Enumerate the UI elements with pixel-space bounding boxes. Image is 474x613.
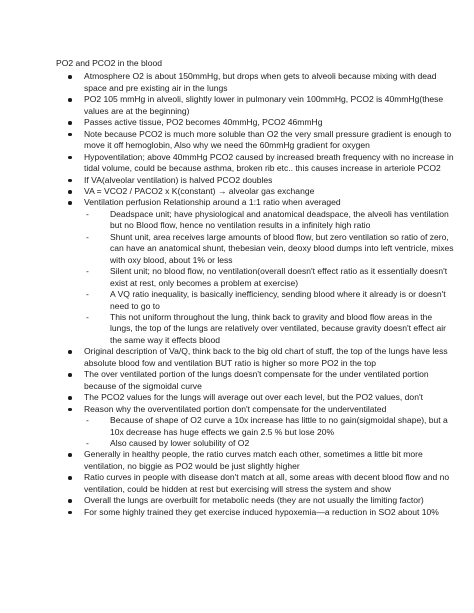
sub-bullet-item: - A VQ ratio inequality, is basically inefficiency, sending blood where it already is or doesn't need to go to	[84, 289, 454, 312]
bullet-text: Ratio curves in people with disease don't match at all, some areas with decent blood flow and no ventilation, could be hidden at rest but exercising will stress the system and show	[84, 472, 450, 494]
bullet-item	[56, 472, 454, 495]
bullet-text: Reason why the overventilated portion don't compensate for the underventilated	[84, 403, 387, 414]
bullet-item	[56, 197, 454, 346]
bullet-text: Original description of Va/Q, think back to the big old chart of stuff, the top of the lungs have less absolute blood fow and ventilation BUT ratio is higher so more PO2 in the top	[84, 346, 448, 368]
bullet-item	[56, 404, 454, 450]
sub-bullet-item: - Because of shape of O2 curve a 10x increase has little to no gain(sigmoidal shape), but a 10x decrease has huge effects we gain 2.5 % but lose 20%	[84, 415, 454, 438]
bullet-text: For some highly trained they get exercise induced hypoxemia—a reduction in SO2 about 10%	[84, 506, 439, 517]
bullet-text: Passes active tissue, PO2 becomes 40mmHg, PCO2 46mmHg	[84, 117, 323, 128]
bullet-text: Hypoventilation; above 40mmHg PCO2 caused by increased breath frequency with no increase in tidal volume, could be because asthma, broken rib etc.. this causes increase in arteriole PCO2	[84, 151, 454, 174]
bullet-text: Note because PCO2 is much more soluble than O2 the very small pressure gradient is enough to move it off hemoglobin, Also why we need the 60mmHg gradient for oxygen	[84, 128, 452, 151]
notes-title: PO2 and PCO2 in the blood	[56, 58, 162, 68]
bullet-text: Ventilation perfusion Relationship around a 1:1 ratio when averaged	[84, 197, 341, 208]
bullet-item	[56, 94, 454, 117]
notes-bullet-list	[56, 71, 454, 518]
bullet-text: The over ventilated portion of the lungs doesn't compensate for the under ventilated portion because of the sigmoidal curve	[84, 369, 429, 391]
sub-bullet-item: - Also caused by lower solubility of O2	[84, 438, 454, 449]
sub-bullet-list	[84, 415, 454, 449]
bullet-item	[56, 175, 454, 186]
bullet-item	[56, 495, 454, 506]
bullet-item	[56, 449, 454, 472]
sub-bullet-list	[84, 209, 454, 346]
bullet-item	[56, 129, 454, 152]
bullet-text: Atmosphere O2 is about 150mmHg, but drops when gets to alveoli because mixing with dead space and pre existing air in the lungs	[84, 71, 437, 93]
sub-bullet-item: - Silent unit; no blood flow, no ventilation(overall doesn't effect ratio as it essentially doesn't exist at rest, only becomes a problem at exercise)	[84, 266, 454, 289]
bullet-item	[56, 186, 454, 197]
sub-bullet-item: - Shunt unit, area receives large amounts of blood flow, but zero ventilation so ratio of zero, can have an anatomical shunt, thebesian vein, deoxy blood dumps into left ventricle, mixes with oxy blood, about 1% or less	[84, 232, 454, 266]
sub-bullet-item: - Deadspace unit; have physiological and anatomical deadspace, the alveoli has ventilation but no Blood flow, hence no ventilation results in a infinitely high ratio	[84, 209, 454, 232]
bullet-item	[56, 392, 454, 403]
bullet-item	[56, 507, 454, 518]
bullet-item	[56, 346, 454, 369]
bullet-item	[56, 152, 454, 175]
bullet-text: Overall the lungs are overbuilt for metabolic needs (they are not usually the limiting factor)	[84, 495, 424, 506]
sub-bullet-item: - This not uniform throughout the lung, think back to gravity and blood flow areas in the lungs, the top of the lungs are relatively over ventilated, because gravity doesn't effect air the same way it effects blood	[84, 312, 454, 346]
bullet-text: The PCO2 values for the lungs will average out over each level, but the PO2 values, don't	[84, 392, 423, 403]
bullet-item	[56, 369, 454, 392]
bullet-item	[56, 71, 454, 94]
bullet-text: If VA(alveolar ventilation) is halved PCO2 doubles	[84, 174, 273, 185]
bullet-text: Generally in healthy people, the ratio curves match each other, sometimes a little bit more ventilation, no biggie as PO2 would be just slightly higher	[84, 449, 423, 471]
bullet-text: VA = VCO2 / PACO2 x K(constant) → alveolar gas exchange	[84, 185, 315, 196]
bullet-item	[56, 117, 454, 128]
bullet-text: PO2 105 mmHg in alveoli, slightly lower in pulmonary vein 100mmHg, PCO2 is 40mmHg(these values are at the beginning)	[84, 94, 444, 116]
